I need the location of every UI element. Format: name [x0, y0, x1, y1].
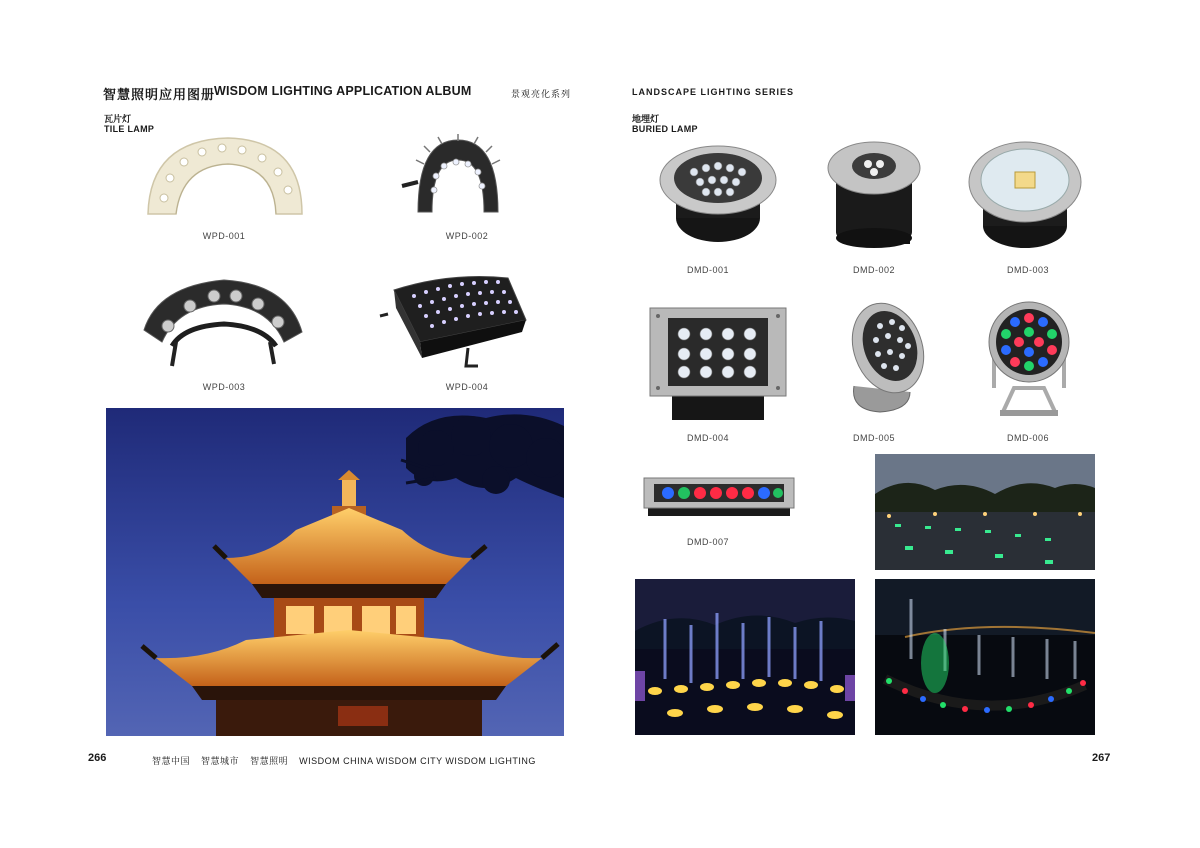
wpd-001-image [140, 132, 310, 222]
dmd-007-image [644, 474, 794, 520]
dmd-004-label: DMD-004 [686, 433, 729, 443]
page-number-left: 266 [88, 752, 107, 764]
dmd-006-image [984, 296, 1074, 420]
buried-section-title-en: BURIED LAMP [632, 124, 698, 134]
dmd-003-label: DMD-003 [1006, 265, 1049, 275]
wpd-004-image [380, 270, 530, 368]
wpd-001-label: WPD-001 [202, 231, 246, 241]
dmd-001-image [658, 140, 778, 250]
tile-section-title-cn: 瓦片灯 [104, 114, 132, 124]
wpd-003-image [138, 276, 308, 368]
album-title-en: WISDOM LIGHTING APPLICATION ALBUM [214, 84, 472, 98]
dmd-006-label: DMD-006 [1006, 433, 1049, 443]
dmd-002-image [826, 138, 922, 252]
footer-slogan-1: 智慧中国 [152, 756, 191, 766]
wpd-004-label: WPD-004 [445, 382, 489, 392]
page-number-right: 267 [1092, 752, 1111, 764]
album-title-cn: 智慧照明应用图册 [103, 87, 216, 102]
dmd-002-label: DMD-002 [852, 265, 895, 275]
wpd-002-image [398, 134, 508, 218]
footer-slogan [152, 754, 544, 767]
dmd-003-image [966, 136, 1084, 254]
buried-section-title-cn: 地埋灯 [632, 114, 660, 124]
tile-section-title-en: TILE LAMP [104, 124, 155, 134]
dmd-001-label: DMD-001 [686, 265, 729, 275]
wpd-003-label: WPD-003 [202, 382, 246, 392]
dmd-005-label: DMD-005 [852, 433, 895, 443]
pavilion-night-photo [106, 408, 564, 736]
footer-slogan-2: 智慧城市 [201, 756, 240, 766]
dmd-004-image [648, 306, 788, 422]
plaza-buried-lights-photo [875, 454, 1095, 570]
wpd-002-label: WPD-002 [445, 231, 489, 241]
fountain-yellow-lights-photo [635, 579, 855, 735]
series-title-en: LANDSCAPE LIGHTING SERIES [632, 87, 795, 97]
footer-slogan-3: 智慧照明 [250, 756, 289, 766]
dmd-005-image [840, 300, 930, 416]
series-title-cn: 景观亮化系列 [511, 89, 572, 99]
fountain-rgb-ring-photo [875, 579, 1095, 735]
footer-slogan-en: WISDOM CHINA WISDOM CITY WISDOM LIGHTING [299, 756, 536, 766]
dmd-007-label: DMD-007 [686, 537, 729, 547]
